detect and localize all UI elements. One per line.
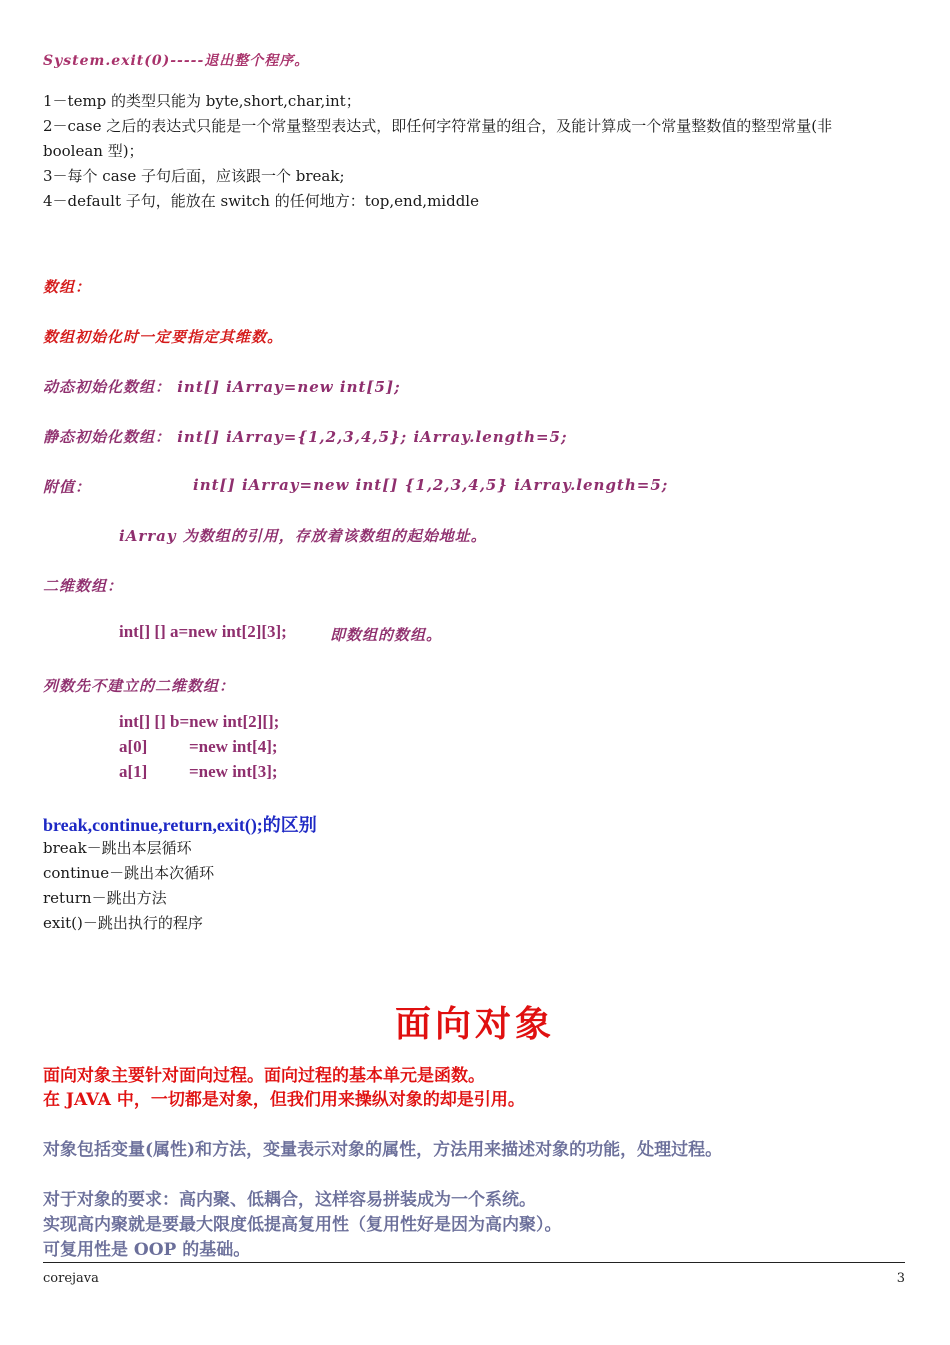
page-number: 3 <box>896 1271 905 1286</box>
assign-code: int[] iArray=new int[] {1,2,3,4,5} iArray.length=5; <box>193 476 669 494</box>
control-item: continue－跳出本次循环 <box>43 864 215 882</box>
array-heading: 数组： <box>43 278 92 296</box>
switch-note-4: 4－default 子句，能放在 switch 的任何地方：top,end,middle <box>43 192 479 210</box>
two-dim-code: int[] [] a=new int[2][3]; <box>119 622 287 641</box>
footer-divider <box>43 1262 905 1263</box>
ragged-code-line: =new int[4]; <box>189 737 278 756</box>
ragged-code-line: a[1] <box>119 762 148 781</box>
ragged-code-line: =new int[3]; <box>189 762 278 781</box>
control-item: exit()－跳出执行的程序 <box>43 914 203 932</box>
oop-title: 面向对象 <box>394 1003 555 1045</box>
array-init-note: 数组初始化时一定要指定其维数。 <box>43 328 284 346</box>
oop-line: 面向对象主要针对面向过程。面向过程的基本单元是函数。 <box>43 1066 485 1086</box>
static-init-line: 静态初始化数组： int[] iArray={1,2,3,4,5}; iArray.length=5; <box>43 428 568 446</box>
switch-note-3: 3－每个 case 子句后面，应该跟一个 break; <box>43 167 345 185</box>
system-exit-line: System.exit(0)-----退出整个程序。 <box>43 53 310 69</box>
switch-note-1: 1－temp 的类型只能为 byte,short,char,int； <box>43 92 361 110</box>
two-dim-note: 即数组的数组。 <box>330 626 443 644</box>
footer-label: corejava <box>43 1271 99 1286</box>
assign-label: 附值： <box>43 478 92 496</box>
dynamic-init-line: 动态初始化数组： int[] iArray=new int[5]; <box>43 378 401 396</box>
control-item: return－跳出方法 <box>43 889 167 907</box>
oop-line: 可复用性是 OOP 的基础。 <box>43 1240 251 1260</box>
switch-note-2: 2－case 之后的表达式只能是一个常量整型表达式，即任何字符常量的组合，及能计算成一个常量整数值的整型常量(非 <box>43 117 833 135</box>
ragged-code-line: a[0] <box>119 737 148 756</box>
oop-line: 对于对象的要求：高内聚、低耦合，这样容易拼装成为一个系统。 <box>43 1190 536 1210</box>
switch-note-2-cont: boolean 型)； <box>43 142 144 160</box>
oop-line: 对象包括变量(属性)和方法，变量表示对象的属性，方法用来描述对象的功能，处理过程。 <box>43 1140 723 1160</box>
oop-line: 在 JAVA 中，一切都是对象，但我们用来操纵对象的却是引用。 <box>43 1090 525 1110</box>
ragged-heading: 列数先不建立的二维数组： <box>43 677 236 695</box>
oop-line: 实现高内聚就是要最大限度低提高复用性（复用性好是因为高内聚）。 <box>43 1215 562 1235</box>
control-heading: break,continue,return,exit();的区别 <box>43 815 317 835</box>
array-reference-note: iArray 为数组的引用，存放着该数组的起始地址。 <box>119 527 487 545</box>
ragged-code-line: int[] [] b=new int[2][]; <box>119 712 280 731</box>
control-item: break－跳出本层循环 <box>43 839 192 857</box>
two-dim-heading: 二维数组： <box>43 577 124 595</box>
